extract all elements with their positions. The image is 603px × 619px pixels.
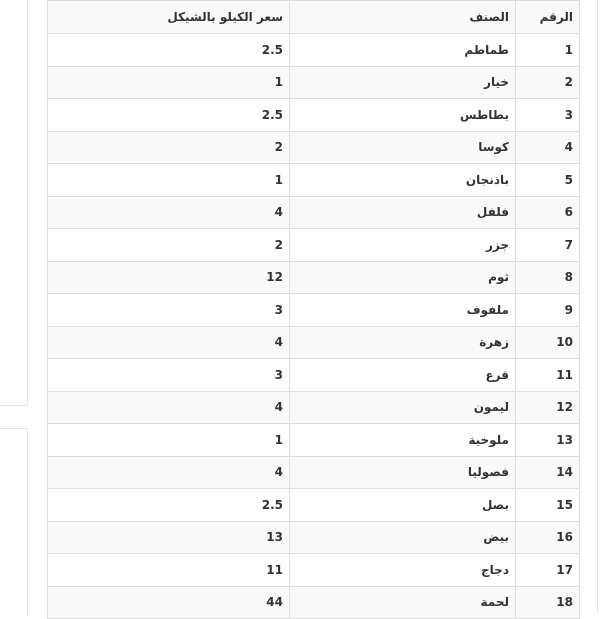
cell-price: 2 [48,229,290,262]
table-row [48,359,580,392]
cell-item: ليمون [290,391,516,424]
header-price: سعر الكيلو بالشيكل [48,1,290,34]
cell-price: 4 [48,391,290,424]
cell-number: 1 [516,34,580,67]
cell-number: 14 [516,456,580,489]
cell-price: 2.5 [48,99,290,132]
cell-number: 6 [516,196,580,229]
table-row [48,66,580,99]
cell-price: 2 [48,131,290,164]
cell-price: 3 [48,359,290,392]
cell-item: باذنجان [290,164,516,197]
cell-number: 2 [516,66,580,99]
cell-item: ملوخية [290,424,516,457]
cell-item: كوسا [290,131,516,164]
table-header-row [48,1,580,34]
cell-number: 7 [516,229,580,262]
cell-price: 44 [48,586,290,619]
cell-number: 4 [516,131,580,164]
table-row [48,554,580,587]
table-row [48,294,580,327]
cell-price: 4 [48,196,290,229]
cell-number: 17 [516,554,580,587]
cell-price: 4 [48,456,290,489]
cell-number: 11 [516,359,580,392]
cell-price: 12 [48,261,290,294]
cell-price: 13 [48,521,290,554]
cell-price: 4 [48,326,290,359]
table-row [48,326,580,359]
cell-number: 13 [516,424,580,457]
header-number: الرقم [516,1,580,34]
header-item: الصنف [290,1,516,34]
cell-item: فلفل [290,196,516,229]
cell-price: 2.5 [48,489,290,522]
cell-item: فصوليا [290,456,516,489]
table-row [48,164,580,197]
table-row [48,196,580,229]
cell-item: قرع [290,359,516,392]
right-panel-border [597,0,603,614]
cell-number: 9 [516,294,580,327]
table-row [48,456,580,489]
left-panel-notch [0,405,28,429]
left-panel-border [0,0,28,614]
cell-item: بصل [290,489,516,522]
vegetable-price-table [47,0,580,619]
cell-item: بطاطس [290,99,516,132]
table-row [48,391,580,424]
table-row [48,521,580,554]
table-row [48,489,580,522]
table-row [48,229,580,262]
cell-number: 12 [516,391,580,424]
cell-price: 3 [48,294,290,327]
cell-price: 11 [48,554,290,587]
table-row [48,424,580,457]
cell-item: زهرة [290,326,516,359]
cell-item: جزر [290,229,516,262]
cell-price: 1 [48,164,290,197]
cell-item: طماطم [290,34,516,67]
cell-price: 1 [48,66,290,99]
table-row [48,34,580,67]
cell-item: بيض [290,521,516,554]
cell-number: 8 [516,261,580,294]
table-row [48,99,580,132]
cell-item: ملفوف [290,294,516,327]
cell-number: 3 [516,99,580,132]
cell-price: 1 [48,424,290,457]
cell-number: 5 [516,164,580,197]
cell-price: 2.5 [48,34,290,67]
table-row [48,261,580,294]
cell-item: دجاج [290,554,516,587]
cell-number: 16 [516,521,580,554]
cell-item: ثوم [290,261,516,294]
cell-number: 18 [516,586,580,619]
cell-number: 15 [516,489,580,522]
cell-item: لحمة [290,586,516,619]
cell-number: 10 [516,326,580,359]
cell-item: خيار [290,66,516,99]
table-row [48,131,580,164]
